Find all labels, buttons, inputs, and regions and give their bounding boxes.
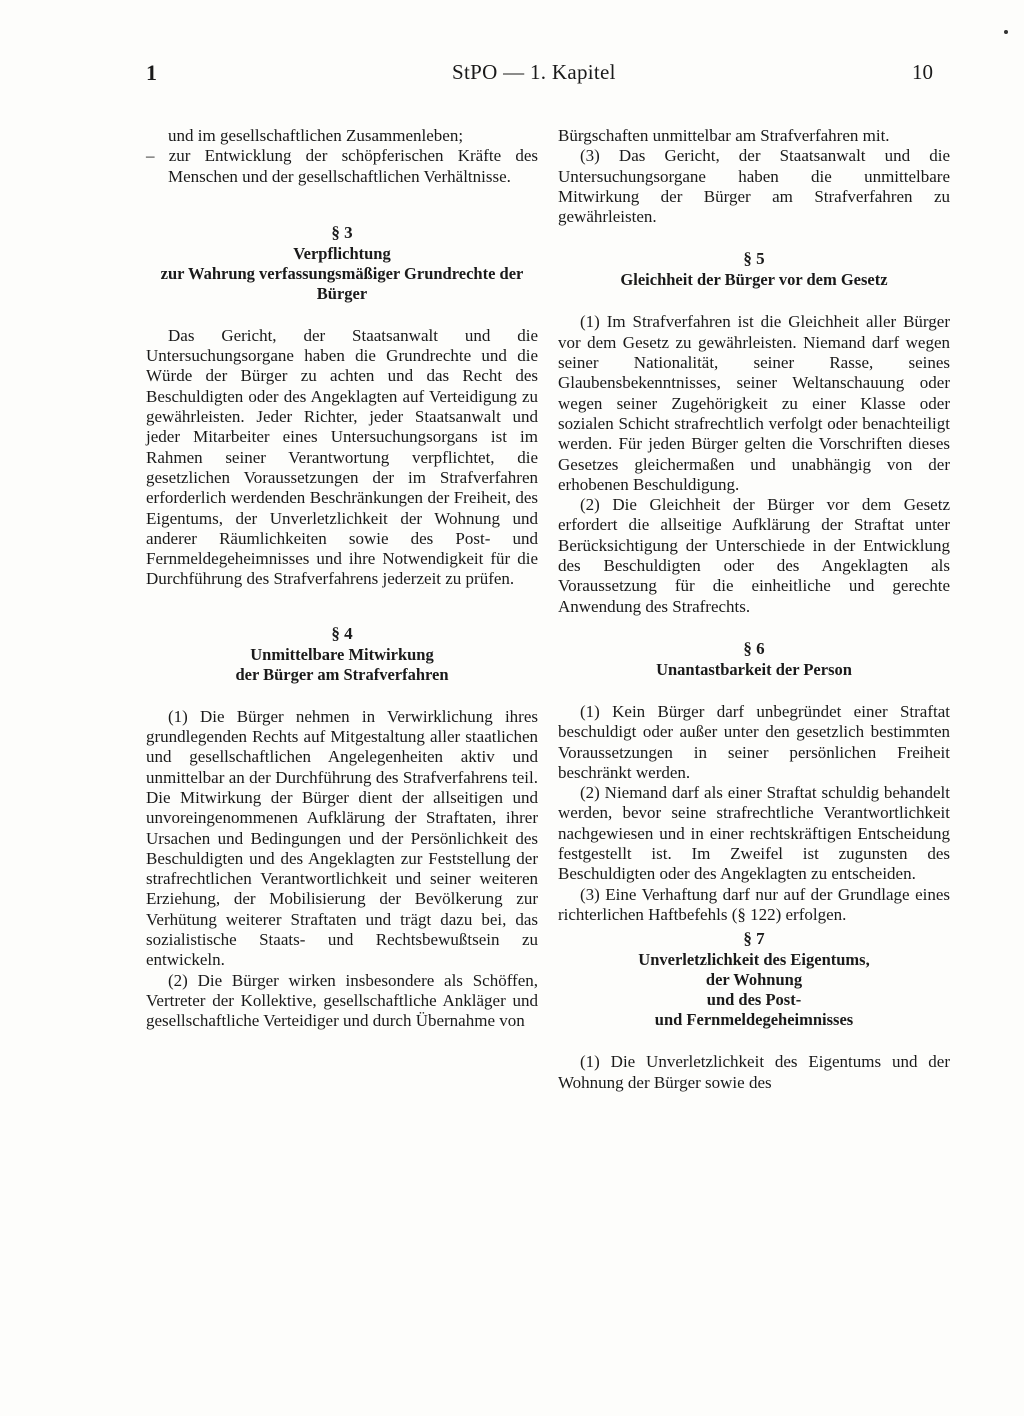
intro-list-item: – zur Entwicklung der schöpferischen Kräfte des Menschen und der gesellschaftlichen Verhältnisse. <box>146 146 538 186</box>
section-5-paragraph-2: (2) Die Gleichheit der Bürger vor dem Gesetz erfordert die allseitige Aufklärung der Straftat unter Berücksichtigung der Unterschiede in der Entwicklung des Beschuldigten oder des Angeklagten als Voraussetzung für die einheitliche und gerechte Anwendung des Strafrechts. <box>558 495 950 616</box>
section-7-title-line1: Unverletzlichkeit des Eigentums, <box>638 950 870 970</box>
running-title: StPO — 1. Kapitel <box>452 60 616 84</box>
section-7-paragraph-1: (1) Die Unverletzlichkeit des Eigentums und der Wohnung der Bürger sowie des <box>558 1052 950 1092</box>
section-3-paragraph: Das Gericht, der Staatsanwalt und die Untersuchungsorgane haben die Grundrechte und die Würde der Bürger zu achten und das Recht des Beschuldigten oder des Angeklagten auf Verteidigung zu gewährleisten. Jeder Richter, jeder Staatsanwalt und jeder Mitarbeiter eines Untersuchungsorgans ist im Rahmen seiner Verantwortung verpflichtet, die gesetzlichen Voraussetzungen der im Strafverfahren erforderlich werdenden Beschränkungen der Freiheit, des Eigentums, der Unverletzlichkeit der Wohnung und anderer Räumlichkeiten sowie des Post- und Fernmeldegeheimnisses und ihre Notwendigkeit für die Durchführung des Strafverfahrens jederzeit zu prüfen. <box>146 325 538 589</box>
section-5-number: § 5 <box>743 249 765 269</box>
section-6-paragraph-3: (3) Eine Verhaftung darf nur auf der Grundlage eines richterlichen Haftbefehls (§ 122) erfolgen. <box>558 884 950 924</box>
section-3-title-line2: zur Wahrung verfassungsmäßiger Grundrechte der Bürger <box>160 263 524 303</box>
section-7-title-line4: und Fernmeldegeheimnisses <box>654 1010 854 1030</box>
section-3-title <box>146 244 538 304</box>
section-3-title-line1: Verpflichtung <box>293 243 391 263</box>
page-number-left: 1 <box>146 60 157 85</box>
section-6-paragraph-2: (2) Niemand darf als einer Straftat schuldig behandelt werden, bevor seine strafrechtliche Verantwortlichkeit nachgewiesen und in einer rechtskräftigen Entscheidung festgestellt ist. Im Zweifel ist zugunsten des Beschuldigten oder des Angeklagten zu entscheiden. <box>558 783 950 884</box>
section-3-number: § 3 <box>331 222 353 242</box>
right-column <box>558 126 950 1093</box>
section-7-title-line3: und des Post- <box>706 990 802 1010</box>
page-number-right: 10 <box>912 60 933 84</box>
section-4-number: § 4 <box>331 623 353 643</box>
section-5-paragraph-1: (1) Im Strafverfahren ist die Gleichheit aller Bürger vor dem Gesetz zu gewährleisten. Niemand darf wegen seiner Nationalität, seiner Rasse, seines Glaubensbekenntnisses, seiner Weltanschauung oder wegen seiner Zugehörigkeit zu einer Klasse oder sozialen Schicht strafrechtlich verfolgt oder benachteiligt werden. Für jeden Bürger gelten die Vorschriften dieses Gesetzes gleichermaßen und unabhängig von der erhobenen Beschuldigung. <box>558 312 950 494</box>
margin-mark <box>1004 30 1008 34</box>
intro-continuation: und im gesellschaftlichen Zusammenleben; <box>168 126 464 145</box>
section-7-title-line2: der Wohnung <box>705 970 803 990</box>
section-4-continuation: Bürgschaften unmittelbar am Strafverfahren mit. <box>558 126 890 145</box>
section-7-title <box>558 950 950 1030</box>
section-4-title <box>146 645 538 685</box>
section-6-paragraph-1: (1) Kein Bürger darf unbegründet einer Straftat beschuldigt oder außer unter den gesetzlich bestimmten Voraussetzungen in seiner persönlichen Freiheit beschränkt werden. <box>558 701 950 782</box>
section-7-number: § 7 <box>743 929 765 949</box>
left-column <box>146 126 538 1032</box>
section-3-heading <box>146 223 538 304</box>
section-6-title: Unantastbarkeit der Person <box>656 659 852 679</box>
section-5-title: Gleichheit der Bürger vor dem Gesetz <box>620 270 888 290</box>
section-4-paragraph-1: (1) Die Bürger nehmen in Verwirklichung ihres grundlegenden Rechts auf Mitgestaltung aller staatlichen und gesellschaftlichen Angelegenheiten aktiv und unmittelbar an der Durchführung des Strafverfahrens teil. Die Mitwirkung der Bürger dient der allseitigen und unvoreingenommenen Aufklärung der Straftaten, ihrer Ursachen und Bedingungen und der Persönlichkeit des Beschuldigten und des Angeklagten zur Feststellung der strafrechtlichen Verantwortlichkeit und seiner weiteren Erziehung, der Mobilisierung der Bevölkerung zur Verhütung weiterer Straftaten und trägt dazu bei, das sozialistische Staats- und Rechtsbewußtsein zu entwickeln. <box>146 706 538 970</box>
section-6-number: § 6 <box>743 638 765 658</box>
section-4-title-line2: der Bürger am Strafverfahren <box>235 664 449 684</box>
section-4-title-line1: Unmittelbare Mitwirkung <box>250 644 434 664</box>
section-7-heading <box>558 929 950 1030</box>
page-header <box>0 60 1024 94</box>
section-4-heading <box>146 624 538 685</box>
section-6-heading <box>558 639 950 680</box>
section-5-heading <box>558 249 950 290</box>
section-4-paragraph-3: (3) Das Gericht, der Staatsanwalt und die Untersuchungsorgane haben die unmittelbare Mitwirkung der Bürger am Strafverfahren zu gewährleisten. <box>558 146 950 227</box>
section-4-paragraph-2: (2) Die Bürger wirken insbesondere als Schöffen, Vertreter der Kollektive, gesellschaftliche Ankläger und gesellschaftliche Verteidiger und durch Übernahme von <box>146 970 538 1031</box>
